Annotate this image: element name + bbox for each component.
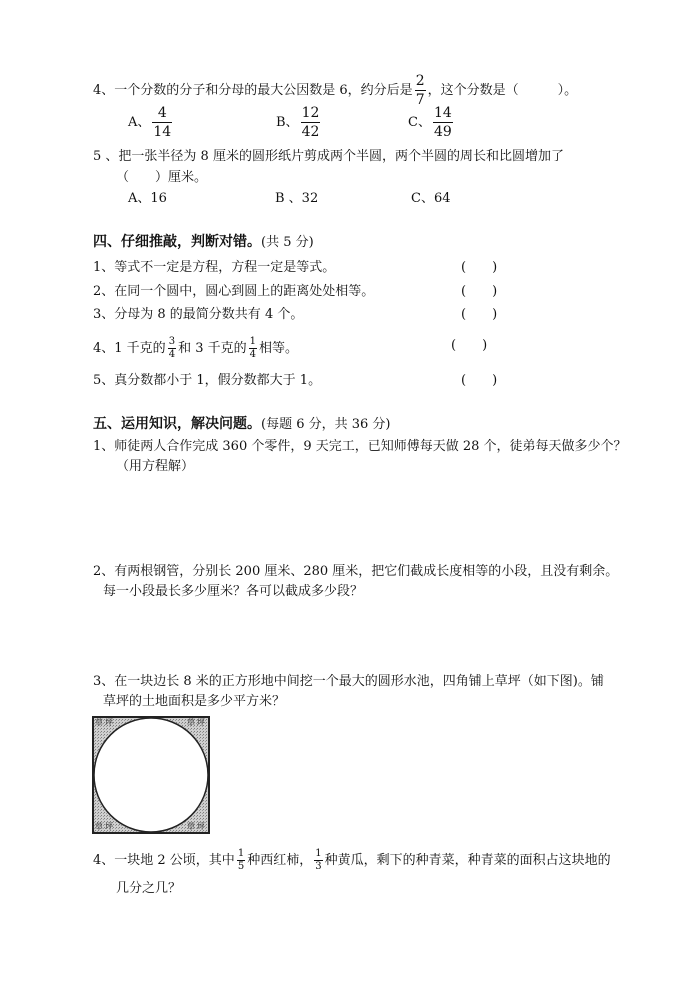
- fraction-one-third: $\frac{1}{3}$: [315, 848, 322, 872]
- q3-4-text: 4、一个分数的分子和分母的最大公因数是 6，约分后是: [93, 83, 413, 98]
- fraction-two-sevenths: $\frac{2}{7}$: [415, 73, 425, 108]
- section-five-heading: 五、运用知识，解决问题。(每题 6 分，共 36 分): [93, 416, 391, 432]
- q3-5-option-b: B 、32: [275, 191, 319, 206]
- judge-blank-2: ( ): [461, 284, 498, 299]
- q3-4-option-c: C、 $\frac{14}{49}$: [408, 105, 452, 140]
- q3-4-option-a: A、 $\frac{4}{14}$: [128, 105, 172, 140]
- section-four-heading: 四、仔细推敲，判断对错。(共 5 分): [93, 234, 314, 250]
- problem-2-line2: 每一小段最长多少厘米？各可以截成多少段？: [103, 584, 364, 599]
- grass-label-top-left: 草坪: [95, 718, 115, 727]
- option-c-fraction: $\frac{14}{49}$: [433, 105, 452, 140]
- judge-item-1: 1、等式不一定是方程，方程一定是等式。: [93, 260, 336, 275]
- judge-blank-4: ( ): [451, 338, 488, 353]
- fraction-one-fifth: $\frac{1}{5}$: [237, 848, 245, 872]
- q3-5-option-a: A、16: [128, 191, 167, 206]
- grass-label-bottom-left: 草坪: [95, 822, 115, 831]
- square-with-circle-diagram: [92, 716, 210, 834]
- option-a-fraction: $\frac{4}{14}$: [153, 105, 172, 140]
- judge-item-5: 5、真分数都小于 1，假分数都大于 1。: [93, 373, 322, 388]
- problem-3-line1: 3、在一块边长 8 米的正方形地中间挖一个最大的圆形水池，四角铺上草坪（如下图)。铺: [93, 674, 604, 689]
- problem-4-line1: 4、一块地 2 公顷，其中 $\frac{1}{5}$ 种西红柿， $\frac{1}{3}$ 种黄瓜，剩下的种青菜，种青菜的面积占这块地的: [93, 848, 611, 872]
- judge-item-3: 3、分母为 8 的最简分数共有 4 个。: [93, 307, 304, 322]
- square-lawn-figure: [92, 716, 210, 834]
- q3-4-line: [93, 74, 577, 107]
- judge-blank-5: ( ): [461, 373, 498, 388]
- problem-4-line2: 几分之几？: [116, 881, 182, 896]
- grass-label-top-right: 草坪: [187, 718, 207, 727]
- fraction-one-quarter: $\frac{1}{4}$: [249, 336, 256, 360]
- problem-1-line2: （用方程解）: [116, 459, 195, 474]
- q3-5-option-c: C、64: [411, 191, 451, 206]
- q3-5-line2: （ ）厘米。: [116, 170, 208, 185]
- problem-2-line1: 2、有两根钢管，分别长 200 厘米、280 厘米，把它们截成长度相等的小段，且没有剩余。: [93, 564, 619, 579]
- judge-blank-1: ( ): [461, 260, 498, 275]
- q3-4-answer-blank: ，这个分数是（ ）。: [427, 83, 578, 98]
- q3-4-option-b: B、 $\frac{12}{42}$: [276, 105, 320, 140]
- q3-5-line1: 5 、把一张半径为 8 厘米的圆形纸片剪成两个半圆，两个半圆的周长和比圆增加了: [93, 149, 564, 164]
- judge-item-4: 4、1 千克的 $\frac{3}{4}$ 和 3 千克的 $\frac{1}{4}$ 相等。: [93, 336, 298, 360]
- judge-item-2: 2、在同一个圆中，圆心到圆上的距离处处相等。: [93, 284, 375, 299]
- option-b-fraction: $\frac{12}{42}$: [301, 105, 320, 140]
- judge-blank-3: ( ): [461, 307, 498, 322]
- fraction-three-quarters: $\frac{3}{4}$: [168, 336, 176, 360]
- grass-label-bottom-right: 草坪: [187, 822, 207, 831]
- pond-circle: [94, 718, 208, 832]
- problem-3-line2: 草坪的土地面积是多少平方米？: [103, 694, 286, 709]
- problem-1-line1: 1、师徒两人合作完成 360 个零件，9 天完工，已知师傅每天做 28 个，徒弟每天做多少个？: [93, 439, 627, 454]
